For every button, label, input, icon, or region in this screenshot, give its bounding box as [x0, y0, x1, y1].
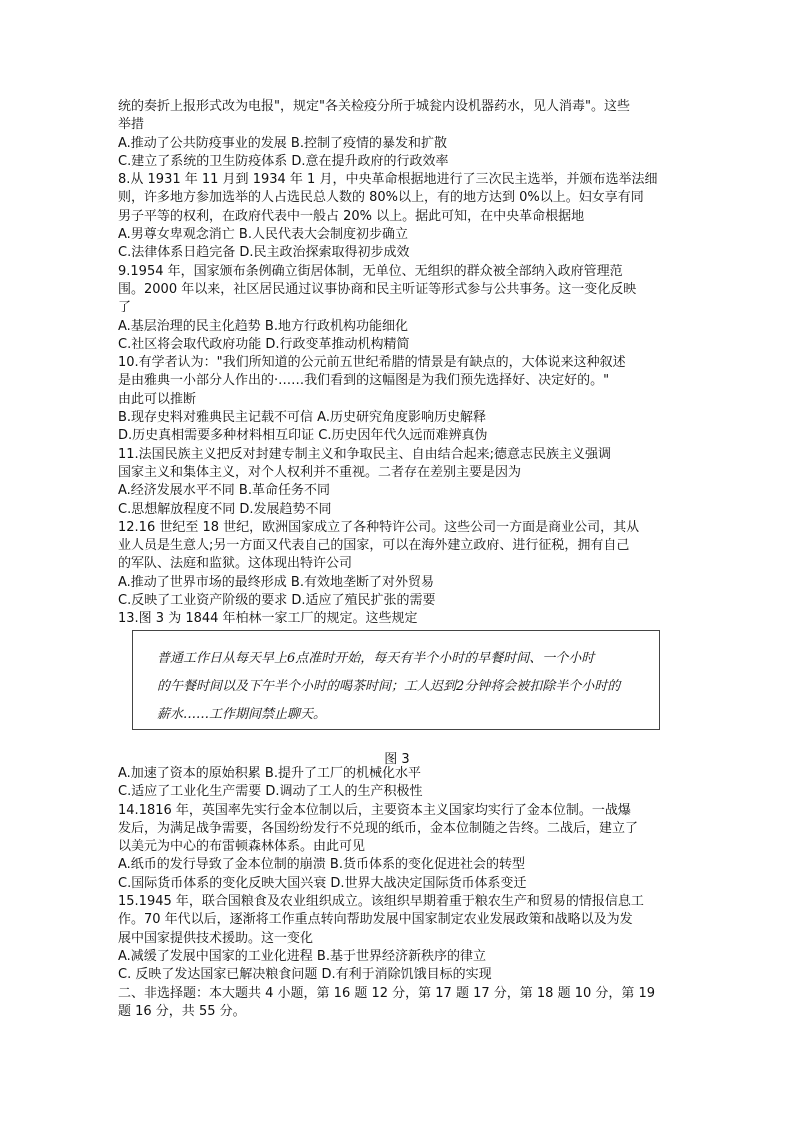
option-line: A.减缓了发展中国家的工业化进程 B.基于世界经济新秩序的律立	[118, 948, 486, 964]
text-line: 题 16 分，共 55 分。	[118, 1003, 246, 1019]
text-line: 统的奏折上报形式改为电报"，规定"各关检疫分所于城瓮内设机器药水，见人消毒"。这些	[118, 99, 630, 114]
question-10-line: 10.有学者认为："我们所知道的公元前五世纪希腊的情景是有缺点的，大体说来这种叙述	[118, 355, 626, 371]
text-line: 围。2000 年以来，社区居民通过议事协商和民主听证等形式参与公共事务。这一变化反映	[118, 281, 637, 297]
option-line: C.思想解放程度不同 D.发展趋势不同	[118, 501, 332, 517]
text-line: 则，许多地方参加选举的人占选民总人数的 80%以上，有的地方达到 0%以上。妇女享有同	[118, 190, 644, 206]
option-line: A.加速了资本的原始积累 B.提升了工厂的机械化水平	[118, 766, 421, 781]
option-line: C.国际货币体系的变化反映大国兴衰 D.世界大战决定国际货币体系变迁	[118, 875, 527, 891]
text-line: 业人员是生意人;另一方面又代表自己的国家，可以在海外建立政府、进行征税，拥有自己	[118, 538, 630, 554]
text-line: 了	[118, 300, 132, 316]
text-line: 以美元为中心的布雷顿森林体系。由此可见	[118, 839, 366, 855]
question-11-line: 11.法国民族主义把反对封建专制主义和争取民主、自由结合起来;德意志民族主义强调	[118, 446, 612, 462]
question-text-upper	[118, 98, 678, 629]
option-line: C.法律体系日趋完备 D.民主政治探索取得初步成效	[118, 245, 410, 261]
option-line: A.推动了公共防疫事业的发展 B.控制了疫情的暴发和扩散	[118, 135, 447, 151]
text-line: 展中国家提供技术援助。这一变化	[118, 930, 314, 946]
option-line: C. 反映了发达国家已解决粮食问题 D.有利于消除饥饿目标的实现	[118, 967, 492, 983]
option-line: A.纸币的发行导致了金本位制的崩溃 B.货币体系的变化促进社会的转型	[118, 857, 525, 873]
figure-text-line: 薪水……工作期间禁止聊天。	[157, 707, 327, 722]
figure-text-line: 普通工作日从每天早上6点准时开始，每天有半个小时的早餐时间、一个小时	[157, 651, 595, 666]
option-line: A.经济发展水平不同 B.革命任务不同	[118, 483, 330, 499]
text-line: 国家主义和集体主义，对个人权利并不重视。二者存在差别主要是因为	[118, 464, 522, 480]
option-line: A.推动了世界市场的最终形成 B.有效地垄断了对外贸易	[118, 574, 434, 590]
section-heading-line: 二、非选择题：本大题共 4 小题，第 16 题 12 分，第 17 题 17 分，第 18 题 10 分，第 19	[118, 985, 656, 1001]
text-line: 发后，为满足战争需要，各国纷纷发行不兑现的纸币，金本位制随之告终。二战后，建立了	[118, 820, 639, 836]
option-line: A.基层治理的民主化趋势 B.地方行政机构功能细化	[118, 318, 408, 334]
option-line: C.反映了工业资产阶级的要求 D.适应了殖民扩张的需要	[118, 593, 436, 609]
option-line: A.男尊女卑观念消亡 B.人民代表大会制度初步确立	[118, 227, 408, 243]
option-line: C.社区将会取代政府功能 D.行政变革推动机构精简	[118, 336, 410, 352]
option-line: C.适应了工业化生产需要 D.调动了工人的生产积极性	[118, 784, 423, 800]
question-text-lower	[118, 765, 678, 1021]
text-line: 举措	[118, 117, 145, 133]
figure-3-box	[132, 630, 660, 730]
figure-caption: 图 3	[384, 752, 410, 767]
option-line: D.历史真相需要多种材料相互印证 C.历史因年代久远而难辨真伪	[118, 428, 488, 444]
text-line: 由此可以推断	[118, 391, 197, 407]
figure-text-line: 的午餐时间以及下午半个小时的喝茶时间；工人迟到2分钟将会被扣除半个小时的	[157, 679, 621, 694]
question-12-line: 12.16 世纪至 18 世纪，欧洲国家成立了各种特许公司。这些公司一方面是商业公司，其从	[118, 519, 640, 535]
text-line: 男子平等的权利，在政府代表中一般占 20% 以上。据此可知，在中央革命根据地	[118, 208, 585, 224]
option-line: B.现存史料对雅典民主记载不可信 A.历史研究角度影响历史解释	[118, 410, 486, 426]
question-13-line: 13.图 3 为 1844 年柏林一家工厂的规定。这些规定	[118, 611, 418, 627]
option-line: C.建立了系统的卫生防疫体系 D.意在提升政府的行政效率	[118, 153, 449, 169]
question-9-line: 9.1954 年，国家颁布条例确立街居体制，无单位、无组织的群众被全部纳入政府管理范	[118, 263, 623, 279]
text-line: 的军队、法庭和监狱。这体现出特许公司	[118, 556, 353, 572]
text-line: 是由雅典一小部分人作出的·……我们看到的这幅图是为我们预先选择好、决定好的。"	[118, 373, 610, 389]
question-8-line: 8.从 1931 年 11 月到 1934 年 1 月，中央革命根据地进行了三次民主选举，并颁布选举法细	[118, 172, 658, 188]
question-14-line: 14.1816 年，英国率先实行金本位制以后，主要资本主义国家均实行了金本位制。一战爆	[118, 802, 631, 818]
text-line: 作。70 年代以后，逐渐将工作重点转向帮助发展中国家制定农业发展政策和战略以及为发	[118, 912, 633, 928]
question-15-line: 15.1945 年，联合国粮食及农业组织成立。该组织早期着重于粮农生产和贸易的情报信息工	[118, 894, 644, 910]
